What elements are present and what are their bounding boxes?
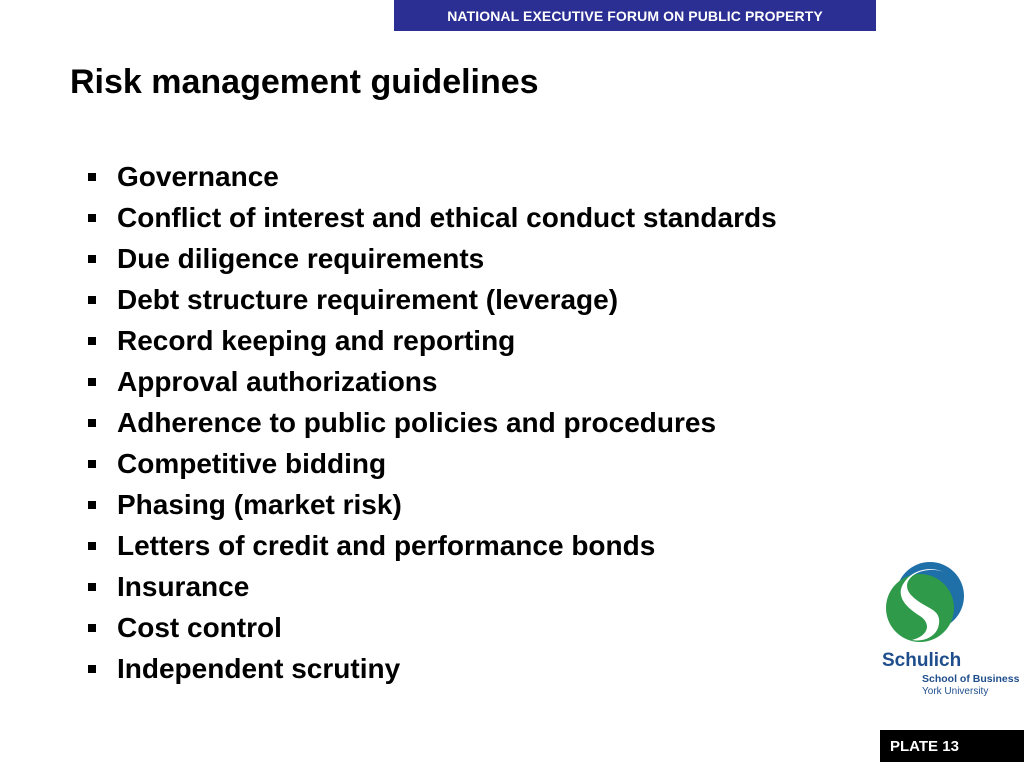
bullet-square-icon — [88, 214, 96, 222]
slide-title: Risk management guidelines — [70, 63, 539, 101]
bullet-item — [88, 197, 777, 238]
bullet-square-icon — [88, 296, 96, 304]
bullet-item — [88, 156, 777, 197]
plate-label-text: PLATE 13 — [890, 737, 959, 755]
bullet-item — [88, 279, 777, 320]
bullet-square-icon — [88, 337, 96, 345]
bullet-text: Record keeping and reporting — [117, 325, 516, 356]
bullet-square-icon — [88, 460, 96, 468]
logo-name: Schulich — [882, 650, 962, 671]
bullet-square-icon — [88, 255, 96, 263]
logo-school: School of Business — [922, 673, 1020, 685]
schulich-logo — [880, 558, 1024, 704]
bullet-text: Approval authorizations — [117, 366, 438, 397]
bullet-item — [88, 361, 777, 402]
bullet-text: Insurance — [117, 571, 250, 602]
bullet-item — [88, 648, 777, 689]
header-banner — [394, 0, 876, 31]
bullet-item — [88, 402, 777, 443]
bullet-text: Competitive bidding — [117, 448, 387, 479]
bullet-text: Independent scrutiny — [117, 653, 401, 684]
bullet-square-icon — [88, 583, 96, 591]
bullet-text: Governance — [117, 161, 279, 192]
bullet-text: Adherence to public policies and procedures — [117, 407, 717, 438]
bullet-text: Phasing (market risk) — [117, 489, 402, 520]
bullet-square-icon — [88, 501, 96, 509]
bullet-text: Due diligence requirements — [117, 243, 485, 274]
bullet-item — [88, 525, 777, 566]
bullet-item — [88, 238, 777, 279]
bullet-item — [88, 566, 777, 607]
bullet-square-icon — [88, 665, 96, 673]
logo-university: York University — [922, 686, 989, 697]
bullet-square-icon — [88, 173, 96, 181]
bullet-item — [88, 484, 777, 525]
bullet-item — [88, 443, 777, 484]
bullet-square-icon — [88, 419, 96, 427]
bullet-text: Letters of credit and performance bonds — [117, 530, 656, 561]
bullet-square-icon — [88, 378, 96, 386]
schulich-emblem-icon — [882, 558, 966, 648]
bullet-text: Cost control — [117, 612, 282, 643]
bullet-square-icon — [88, 624, 96, 632]
bullet-square-icon — [88, 542, 96, 550]
bullet-item — [88, 607, 777, 648]
bullet-list — [88, 156, 777, 689]
header-banner-text: NATIONAL EXECUTIVE FORUM ON PUBLIC PROPERTY — [447, 7, 823, 24]
plate-label — [880, 730, 1024, 762]
bullet-text: Debt structure requirement (leverage) — [117, 284, 619, 315]
bullet-text: Conflict of interest and ethical conduct standards — [117, 202, 777, 233]
bullet-item — [88, 320, 777, 361]
